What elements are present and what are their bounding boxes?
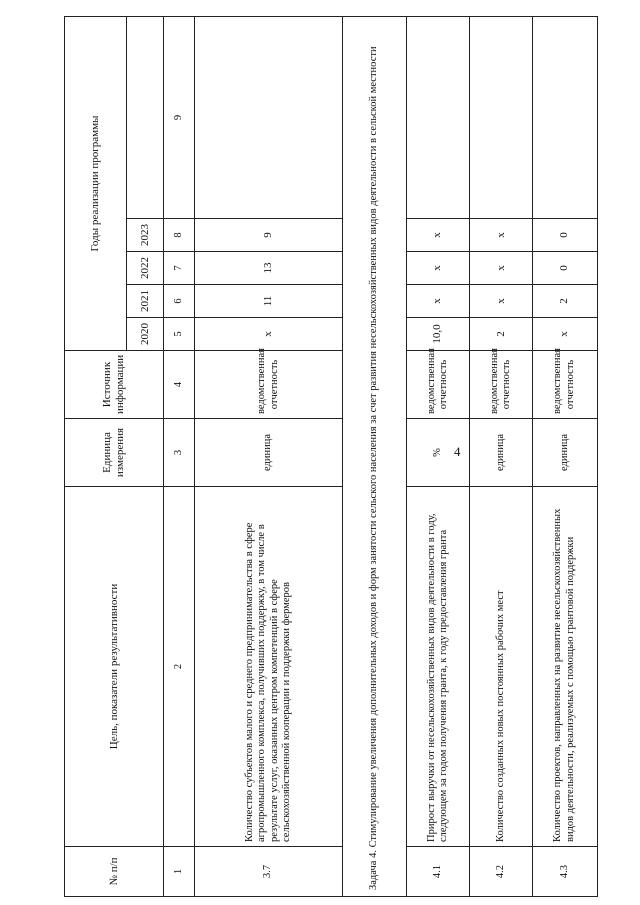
row-num: 4.1 [406, 847, 470, 897]
task-4-title: Задача 4. Стимулирование увеличения дополнительных доходов и форм занятости сельского населения за счет развития несельскохозяйственных видов деятельности в сельской местности [342, 17, 406, 897]
header-empty-cell [127, 17, 164, 219]
row-value-2023: 0 [532, 219, 597, 252]
row-num: 4.2 [470, 847, 532, 897]
row-indicator-text: Количество проектов, направленных на развитие несельскохозяйственных видов деятельности, реализуемых с помощью грантовой поддержки [532, 487, 597, 847]
col-number: 2 [164, 487, 195, 847]
row-empty-cell [470, 17, 532, 219]
row-value-2023: x [406, 219, 470, 252]
row-unit: единица [532, 419, 597, 487]
col-number: 1 [164, 847, 195, 897]
row-indicator-text: Прирост выручки от несельскохозяйственных видов деятельности в году, следующем за годом получения гранта, к году предоставления гранта [406, 487, 470, 847]
task-row [342, 17, 406, 897]
row-source: ведомственная отчетность [406, 351, 470, 419]
col-number: 4 [164, 351, 195, 419]
row-value-2021: x [406, 285, 470, 318]
row-value-2020: x [532, 318, 597, 351]
table-row [470, 17, 532, 897]
row-value-2022: 0 [532, 252, 597, 285]
col-number: 3 [164, 419, 195, 487]
col-number: 7 [164, 252, 195, 285]
header-source: Источник информации [65, 351, 164, 419]
row-value-2020: 10,0 [406, 318, 470, 351]
row-value-2023: x [470, 219, 532, 252]
row-value-2022: 13 [195, 252, 342, 285]
row-source: ведомственная отчетность [470, 351, 532, 419]
row-value-2023: 9 [195, 219, 342, 252]
header-year-2023: 2023 [127, 219, 164, 252]
row-value-2022: x [406, 252, 470, 285]
row-value-2020: 2 [470, 318, 532, 351]
col-number: 9 [164, 17, 195, 219]
col-number: 8 [164, 219, 195, 252]
header-year-2022: 2022 [127, 252, 164, 285]
row-num: 3.7 [195, 847, 342, 897]
header-year-2020: 2020 [127, 318, 164, 351]
rotated-table-container [64, 17, 598, 897]
row-unit: % [406, 419, 470, 487]
col-number: 5 [164, 318, 195, 351]
header-unit: Единица измерения [65, 419, 164, 487]
row-value-2022: x [470, 252, 532, 285]
row-value-2021: 2 [532, 285, 597, 318]
row-source: ведомственная отчетность [195, 351, 342, 419]
row-empty-cell [532, 17, 597, 219]
table-row [195, 17, 342, 897]
page-number: 4 [454, 444, 461, 459]
row-indicator-text: Количество субъектов малого и среднего предпринимательства в сфере агропромышленного комплекса, получивших поддержку, в том числе в результате услуг, оказанных центром компетенций в сфере сельскохозяйственной кооперации и поддержки фермеров [195, 487, 342, 847]
header-year-2021: 2021 [127, 285, 164, 318]
table-row [406, 17, 470, 897]
table-row [532, 17, 597, 897]
row-value-2021: x [470, 285, 532, 318]
header-goal: Цель, показатели результативности [65, 487, 164, 847]
row-value-2020: x [195, 318, 342, 351]
row-unit: единица [195, 419, 342, 487]
header-num: № п/п [65, 847, 164, 897]
row-unit: единица [470, 419, 532, 487]
row-indicator-text: Количество созданных новых постоянных рабочих мест [470, 487, 532, 847]
col-number: 6 [164, 285, 195, 318]
row-source: ведомственная отчетность [532, 351, 597, 419]
row-empty-cell [406, 17, 470, 219]
row-num: 4.3 [532, 847, 597, 897]
header-years-group: Годы реализации программы [65, 17, 127, 351]
row-empty-cell [195, 17, 342, 219]
results-indicators-table [64, 16, 598, 897]
row-value-2021: 11 [195, 285, 342, 318]
